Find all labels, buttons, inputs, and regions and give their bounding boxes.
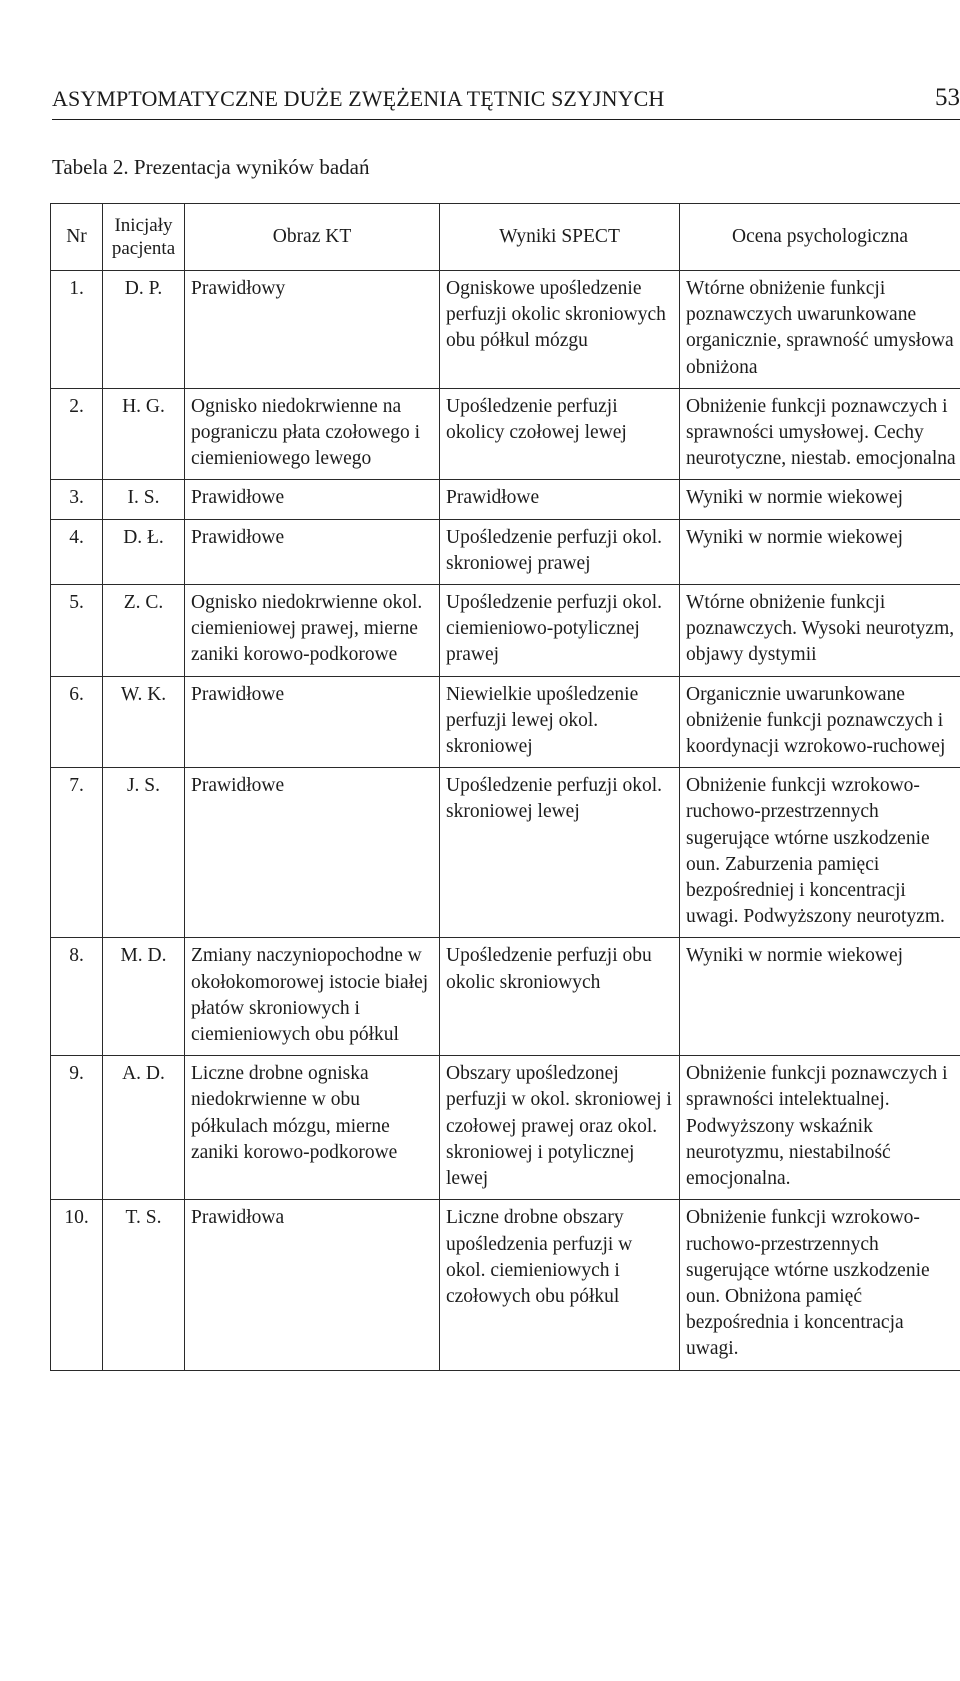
column-header-initials: Inicjały pacjenta — [103, 204, 185, 271]
page-number: 53 — [935, 84, 960, 111]
cell-ct: Prawidłowe — [185, 768, 440, 938]
cell-nr: 6. — [51, 676, 103, 768]
cell-psych: Obniżenie funkcji wzrokowo-ruchowo-przestrzennych sugerujące wtórne uszkodzenie oun. Zaburzenia pamięci bezpośredniej i koncentracji uwagi. Podwyższony neurotyzm. — [680, 768, 960, 938]
cell-ct: Zmiany naczyniopochodne w okołokomorowej istocie białej płatów skroniowych i ciemieniowych obu półkul — [185, 938, 440, 1056]
cell-psych: Wyniki w normie wiekowej — [680, 519, 960, 584]
cell-initials: Z. C. — [103, 585, 185, 677]
cell-spect: Liczne drobne obszary upośledzenia perfuzji w okol. ciemieniowych i czołowych obu półkul — [440, 1200, 680, 1370]
header-rule — [52, 119, 960, 120]
cell-nr: 3. — [51, 480, 103, 519]
cell-spect: Niewielkie upośledzenie perfuzji lewej okol. skroniowej — [440, 676, 680, 768]
running-header — [52, 86, 960, 122]
cell-spect: Upośledzenie perfuzji okol. skroniowej prawej — [440, 519, 680, 584]
cell-nr: 1. — [51, 271, 103, 389]
cell-ct: Prawidłowa — [185, 1200, 440, 1370]
cell-ct: Prawidłowe — [185, 676, 440, 768]
cell-psych: Obniżenie funkcji poznawczych i sprawności umysłowej. Cechy neurotyczne, niestab. emocjonalna — [680, 388, 960, 480]
cell-psych: Wyniki w normie wiekowej — [680, 938, 960, 1056]
table-row — [51, 519, 960, 584]
cell-initials: J. S. — [103, 768, 185, 938]
cell-nr: 7. — [51, 768, 103, 938]
table-caption: Tabela 2. Prezentacja wyników badań — [52, 155, 370, 179]
table-row — [51, 271, 960, 389]
cell-initials: D. Ł. — [103, 519, 185, 584]
cell-spect: Ogniskowe upośledzenie perfuzji okolic skroniowych obu półkul mózgu — [440, 271, 680, 389]
cell-psych: Organicznie uwarunkowane obniżenie funkcji poznawczych i koordynacji wzrokowo-ruchowej — [680, 676, 960, 768]
cell-initials: T. S. — [103, 1200, 185, 1370]
cell-initials: H. G. — [103, 388, 185, 480]
column-header-psych: Ocena psychologiczna — [680, 204, 960, 271]
results-table — [50, 203, 960, 1371]
running-title: ASYMPTOMATYCZNE DUŻE ZWĘŻENIA TĘTNIC SZYJNYCH — [52, 86, 665, 111]
cell-spect: Obszary upośledzonej perfuzji w okol. skroniowej i czołowej prawej oraz okol. skroniowej i potylicznej lewej — [440, 1056, 680, 1200]
cell-psych: Obniżenie funkcji poznawczych i sprawności intelektualnej. Podwyższony wskaźnik neurotyzmu, niestabilność emocjonalna. — [680, 1056, 960, 1200]
cell-spect: Upośledzenie perfuzji obu okolic skroniowych — [440, 938, 680, 1056]
cell-nr: 8. — [51, 938, 103, 1056]
table-row — [51, 768, 960, 938]
table-row — [51, 676, 960, 768]
cell-psych: Wtórne obniżenie funkcji poznawczych. Wysoki neurotyzm, objawy dystymii — [680, 585, 960, 677]
cell-ct: Prawidłowe — [185, 519, 440, 584]
cell-initials: W. K. — [103, 676, 185, 768]
cell-psych: Wyniki w normie wiekowej — [680, 480, 960, 519]
cell-initials: I. S. — [103, 480, 185, 519]
cell-psych: Wtórne obniżenie funkcji poznawczych uwarunkowane organicznie, sprawność umysłowa obniżona — [680, 271, 960, 389]
cell-nr: 10. — [51, 1200, 103, 1370]
table-row — [51, 1056, 960, 1200]
cell-ct: Liczne drobne ogniska niedokrwienne w obu półkulach mózgu, mierne zaniki korowo-podkorowe — [185, 1056, 440, 1200]
column-header-spect: Wyniki SPECT — [440, 204, 680, 271]
cell-ct: Prawidłowy — [185, 271, 440, 389]
table-row — [51, 388, 960, 480]
cell-ct: Ognisko niedokrwienne okol. ciemieniowej prawej, mierne zaniki korowo-podkorowe — [185, 585, 440, 677]
table-row — [51, 480, 960, 519]
cell-initials: A. D. — [103, 1056, 185, 1200]
cell-nr: 9. — [51, 1056, 103, 1200]
table-header-row — [51, 204, 960, 271]
column-header-ct: Obraz KT — [185, 204, 440, 271]
table-row — [51, 1200, 960, 1370]
cell-initials: D. P. — [103, 271, 185, 389]
cell-spect: Upośledzenie perfuzji okol. skroniowej lewej — [440, 768, 680, 938]
cell-spect: Upośledzenie perfuzji okol. ciemieniowo-potylicznej prawej — [440, 585, 680, 677]
table-row — [51, 938, 960, 1056]
table-row — [51, 585, 960, 677]
cell-initials: M. D. — [103, 938, 185, 1056]
cell-psych: Obniżenie funkcji wzrokowo-ruchowo-przestrzennych sugerujące wtórne uszkodzenie oun. Obniżona pamięć bezpośrednia i koncentracja uwagi. — [680, 1200, 960, 1370]
cell-nr: 4. — [51, 519, 103, 584]
cell-nr: 2. — [51, 388, 103, 480]
cell-spect: Upośledzenie perfuzji okolicy czołowej lewej — [440, 388, 680, 480]
cell-spect: Prawidłowe — [440, 480, 680, 519]
cell-nr: 5. — [51, 585, 103, 677]
cell-ct: Prawidłowe — [185, 480, 440, 519]
column-header-nr: Nr — [51, 204, 103, 271]
cell-ct: Ognisko niedokrwienne na pograniczu płata czołowego i ciemieniowego lewego — [185, 388, 440, 480]
